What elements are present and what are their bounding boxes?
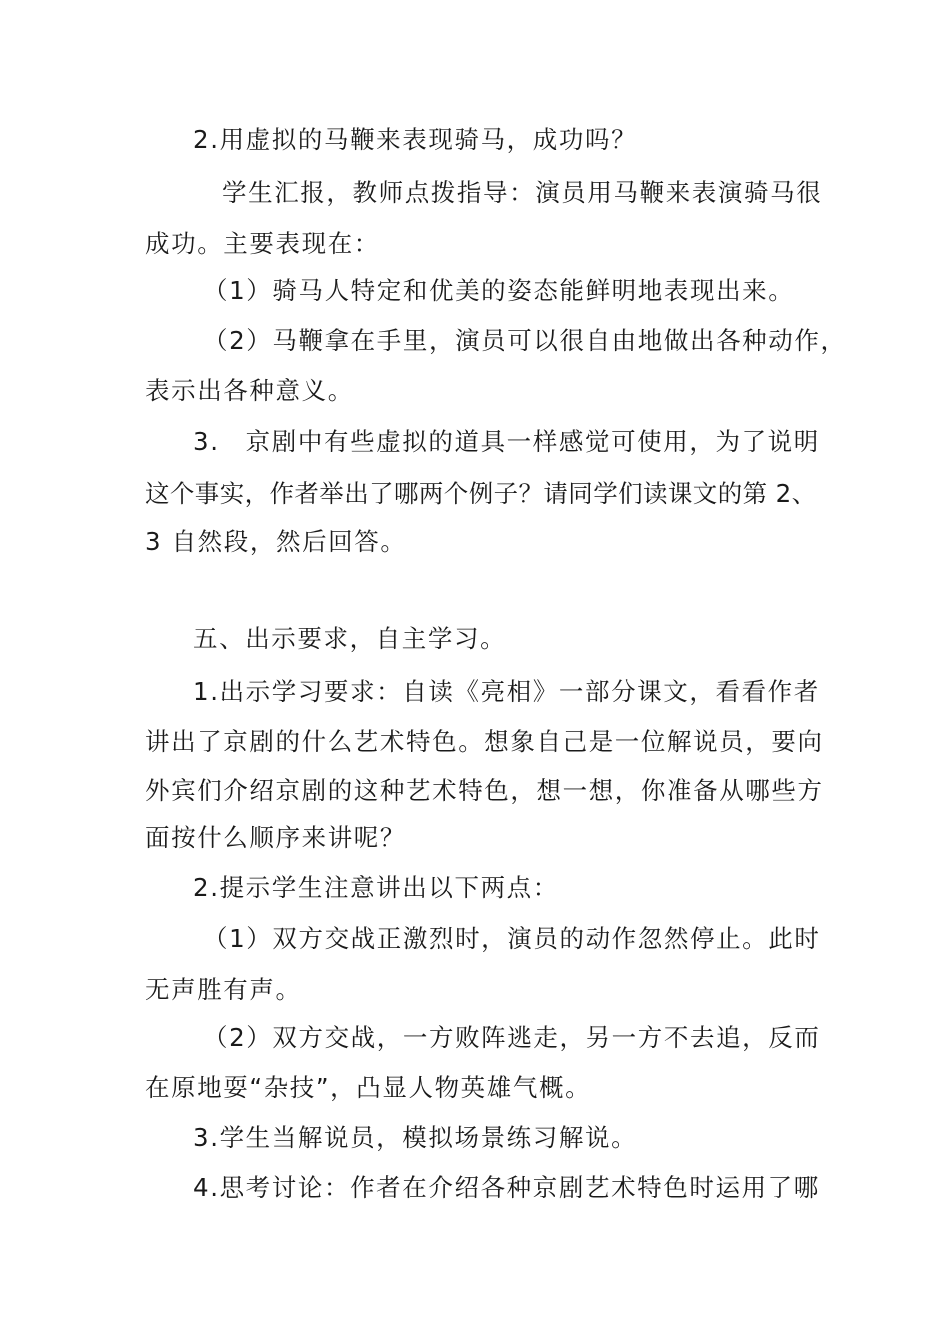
- text-line: 4.思考讨论：作者在介绍各种京剧艺术特色时运用了哪: [193, 1173, 820, 1202]
- text-line: 表示出各种意义。: [145, 376, 354, 405]
- text-line: 成功。主要表现在：: [145, 229, 380, 258]
- text-line: 无声胜有声。: [145, 975, 302, 1004]
- text-line: 1.出示学习要求：自读《亮相》一部分课文，看看作者: [193, 677, 820, 706]
- text-line: （1）骑马人特定和优美的姿态能鲜明地表现出来。: [203, 276, 795, 305]
- text-line: 2.提示学生注意讲出以下两点：: [193, 873, 559, 902]
- text-line: 这个事实，作者举出了哪两个例子？请同学们读课文的第 2、: [145, 479, 817, 508]
- text-line: （2）双方交战，一方败阵逃走，另一方不去追，反而: [203, 1023, 821, 1052]
- text-line: 2.用虚拟的马鞭来表现骑马，成功吗？: [193, 125, 638, 154]
- text-line: 学生汇报，教师点拨指导：演员用马鞭来表演骑马很: [222, 178, 823, 207]
- section-heading: 五、出示要求，自主学习。: [193, 624, 507, 653]
- text-line: 3. 京剧中有些虚拟的道具一样感觉可使用，为了说明: [193, 427, 820, 456]
- text-line: （1）双方交战正激烈时，演员的动作忽然停止。此时: [203, 924, 821, 953]
- text-line: 外宾们介绍京剧的这种艺术特色，想一想，你准备从哪些方: [145, 776, 824, 805]
- text-line: （2）马鞭拿在手里，演员可以很自由地做出各种动作，: [203, 326, 847, 355]
- text-line: 3 自然段，然后回答。: [145, 527, 407, 556]
- text-line: 面按什么顺序来讲呢？: [145, 823, 406, 852]
- text-line: 讲出了京剧的什么艺术特色。想象自己是一位解说员，要向: [145, 727, 824, 756]
- text-line: 3.学生当解说员，模拟场景练习解说。: [193, 1123, 638, 1152]
- text-line: 在原地耍“杂技”，凸显人物英雄气概。: [145, 1073, 592, 1102]
